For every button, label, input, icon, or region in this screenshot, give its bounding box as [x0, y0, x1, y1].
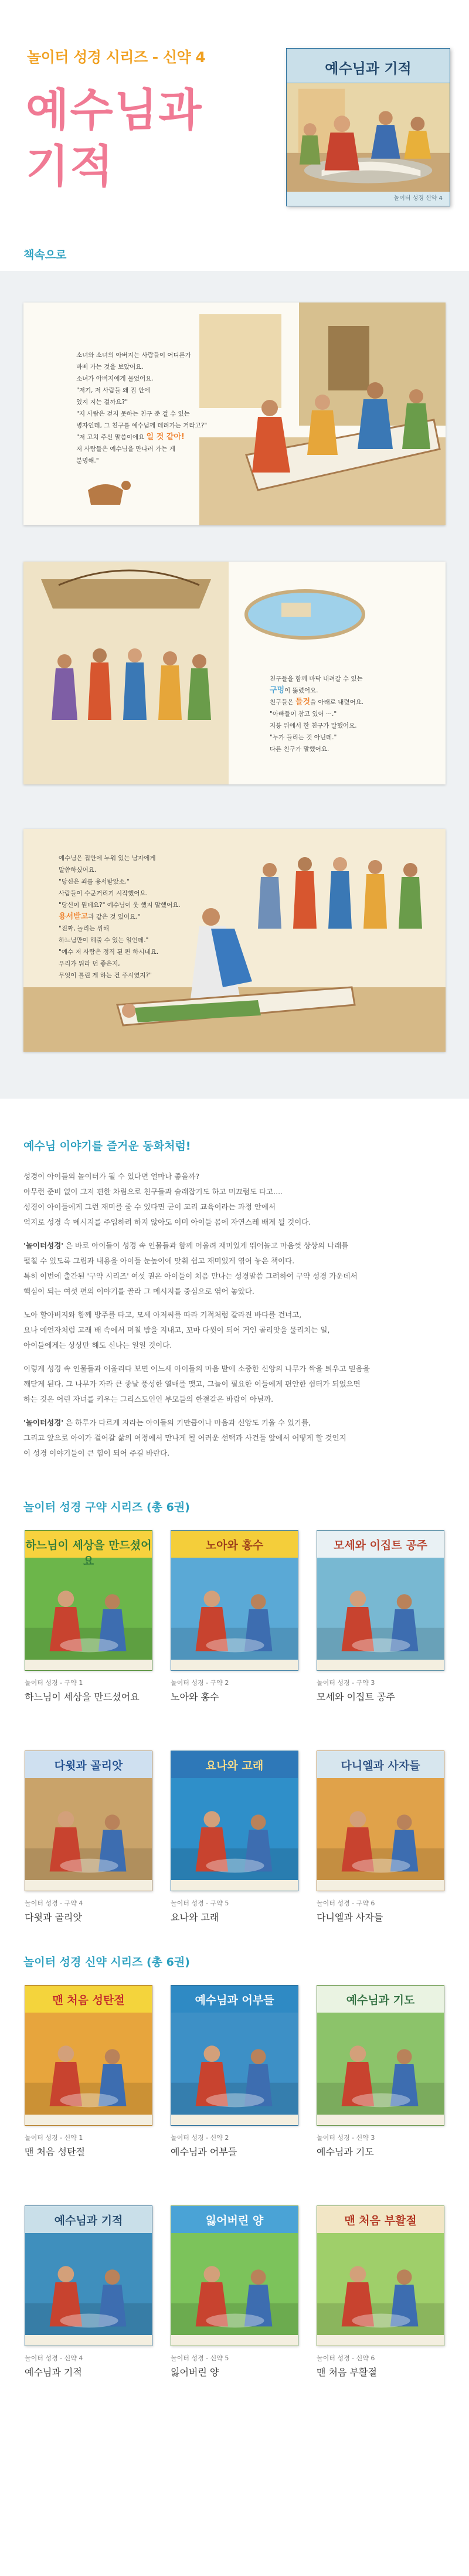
book-cover-footer [171, 1880, 298, 1891]
book-cover-illustration [171, 1558, 298, 1661]
book-cover-title: 다니엘과 사자들 [341, 1759, 420, 1772]
book-cover-footer [25, 1880, 152, 1891]
book-title[interactable]: 다윗과 골리앗 [25, 1912, 82, 1923]
book-series-label: 놀이터 성경 - 신약 5 [171, 2354, 229, 2362]
book-cover-illustration [317, 2233, 444, 2336]
book-series-label: 놀이터 성경 - 구약 4 [25, 1899, 83, 1907]
intro-paragraph-3: 노아 할아버지와 함께 방주를 타고, 모세 아저씨를 따라 기적처럼 갈라진 바다를 건너고, 요나 예언자처럼 고래 배 속에서 며칠 밤을 지내고, 꼬마 다윗이 되어 거인 골리앗을 물리치는 일, 아이들에게는 상상만 해도 신나는 일일 것이다. [23, 1310, 330, 1350]
book-card[interactable] [25, 1530, 152, 1713]
book-cover-title: 잃어버린 양 [205, 2214, 264, 2227]
book-series-label: 놀이터 성경 - 구약 2 [171, 1679, 229, 1687]
book-cover-image[interactable] [317, 1985, 444, 2126]
book-title[interactable]: 예수님과 기적 [25, 2367, 82, 2378]
intro-paragraph-1: 성경이 아이들의 놀이터가 될 수 있다면 얼마나 좋을까? 아무런 준비 없이 그저 편한 차림으로 친구들과 술래잡기도 하고 미끄럼도 타고.... 성경이 아이들에게 그런 재미를 줄 수 있다면 굳이 교리 교육이라는 과정 안에서 억지로 성경 속 메시지를 주입하려 하지 않아도 이미 아이들 몸에 자연스레 배게 될 것이다. [23, 1172, 311, 1226]
book-series-label: 놀이터 성경 - 신약 1 [25, 2134, 83, 2142]
book-series-label: 놀이터 성경 - 신약 2 [171, 2134, 229, 2142]
book-card[interactable] [25, 1751, 152, 1933]
book-cover-title: 노아와 홍수 [205, 1539, 264, 1552]
intro-paragraph-2-body: 은 바로 아이들이 성경 속 인물들과 함께 어울려 재미있게 뛰어놀고 마음껏 상상의 나래를 펼칠 수 있도록 그림과 내용을 아이들 눈높이에 맞춰 쉽고 재미있게 엮어 놓은 책이다. 특히 이번에 출간된 '구약 시리즈' 여섯 권은 아이들이 처음 만나는 성경말씀 그려하여 구약 성경 가운데서 핵심이 되는 여섯 편의 이야기를 골라 그 메시지를 중심으로 엮어 놓았다. [23, 1241, 358, 1296]
title-line-2: 기적 [26, 140, 114, 192]
series-label: 놀이터 성경 시리즈 - 신약 4 [27, 49, 206, 66]
book-cover-image[interactable] [317, 2205, 444, 2346]
book-cover-footer [171, 2335, 298, 2346]
book-card[interactable] [317, 2205, 444, 2388]
book-cover-illustration [171, 1778, 298, 1881]
book-series-label: 놀이터 성경 - 구약 1 [25, 1679, 83, 1687]
old-series-title: 놀이터 성경 구약 시리즈 (총 6권) [23, 1501, 190, 1514]
spread-2-highlight-2: 들것 [295, 698, 311, 706]
book-cover-title: 예수님과 기도 [346, 1994, 415, 2007]
book-cover-image [286, 48, 450, 206]
book-cover-image[interactable] [25, 1985, 152, 2126]
book-title[interactable]: 모세와 이집트 공주 [317, 1691, 395, 1702]
book-cover-illustration [317, 1778, 444, 1881]
book-title[interactable]: 노아와 홍수 [171, 1691, 219, 1702]
book-cover-illustration [25, 1778, 152, 1881]
cover-illustration [287, 83, 450, 193]
book-card[interactable] [317, 1530, 444, 1713]
title-line-1: 예수님과 [26, 84, 203, 136]
book-title[interactable]: 맨 처음 성탄절 [25, 2146, 85, 2157]
book-cover-image[interactable] [171, 2205, 298, 2346]
book-cover-illustration [317, 1558, 444, 1661]
book-title[interactable]: 예수님과 기도 [317, 2146, 374, 2157]
spread-3-highlight: 용서받고 [59, 912, 89, 921]
book-title[interactable]: 요나와 고래 [171, 1912, 219, 1923]
book-cover-image[interactable] [317, 1751, 444, 1891]
intro-paragraph-2-lead: '놀이터성경' [23, 1241, 64, 1250]
book-cover-footer [317, 1880, 444, 1891]
book-cover-image[interactable] [171, 1751, 298, 1891]
book-cover-illustration [25, 2233, 152, 2336]
hero-section [0, 0, 469, 223]
spread-2-body-2: 이 뚫렸어요. 친구들은 [270, 687, 318, 706]
intro-paragraph-5 [23, 1415, 446, 1461]
book-cover-image[interactable] [317, 1530, 444, 1671]
intro-paragraph-5-body: 은 하루가 다르게 자라는 아이들의 키만큼이나 마음과 신앙도 키울 수 있기를, 그리고 앞으로 아이가 걸어갈 삶의 여정에서 만나게 될 어려운 선택과 사건들 앞에서 어떻게 할 것인지 이 성경 이야기들이 큰 힘이 되어 주길 바란다. [23, 1418, 346, 1457]
book-cover-illustration [25, 1558, 152, 1661]
spread-3-body-2: 과 같은 것 있어요." "진짜, 놀리는 위해 하느님만이 해줄 수 있는 일인데." "예수 저 사람은 정직 된 편 하시네요. 우리가 뭐라 던 좋은지, 무엇이 틀린 게 하는 건 주시였지?" [59, 913, 159, 979]
book-cover-title: 예수님과 어부들 [195, 1994, 274, 2007]
book-cover-title: 하느님이 세상을 만드셨어요 [25, 1539, 152, 1568]
book-cover-image[interactable] [25, 1530, 152, 1671]
book-card[interactable] [25, 1985, 152, 2168]
inside-section-label: 책속으로 [23, 249, 67, 261]
book-card[interactable] [317, 1751, 444, 1933]
book-cover-illustration [25, 2013, 152, 2116]
book-cover-image[interactable] [25, 1751, 152, 1891]
spread-2-body-1: 친구들을 함께 바닥 내려갈 수 있는 [270, 675, 363, 682]
spread-2-highlight-1: 구멍 [270, 686, 285, 695]
new-series-title: 놀이터 성경 신약 시리즈 (총 6권) [23, 1956, 190, 1969]
book-cover-footer [317, 1660, 444, 1670]
book-cover-footer [171, 2115, 298, 2125]
book-cover-illustration [317, 2013, 444, 2116]
book-cover-title: 맨 처음 부활절 [344, 2214, 417, 2227]
spread-1-text [76, 349, 217, 467]
book-card[interactable] [171, 1530, 298, 1713]
book-title[interactable]: 다니엘과 사자들 [317, 1912, 383, 1923]
intro-paragraph-2 [23, 1238, 446, 1299]
intro-title: 예수님 이야기를 즐거운 동화처럼! [23, 1140, 191, 1153]
book-cover-title: 맨 처음 성탄절 [52, 1994, 125, 2007]
book-cover-illustration [171, 2013, 298, 2116]
cover-footer: 놀이터 성경 신약 4 [287, 192, 450, 206]
intro-paragraph-4: 이렇게 성경 속 인물들과 어울리다 보면 어느새 아이들의 마음 밭에 소중한 신앙의 나무가 싹을 틔우고 믿음을 깨닫게 된다. 그 나무가 자라 큰 좋날 풍성한 열매를 맺고, 그늘이 필요한 이들에게 편안한 쉼터가 되었으면 하는 것은 어린 자녀를 키우는 그리스도인인 부모들의 한결같은 바람이 아닐까. [23, 1364, 370, 1403]
spread-2-text [270, 673, 434, 755]
book-cover-footer [317, 2335, 444, 2346]
book-cover-title: 다윗과 골리앗 [54, 1759, 123, 1772]
spread-3-body-1: 예수님은 집안에 누워 있는 남자에게 말씀하셨어요. "당신은 죄를 용서받았소." 사람들이 수군거리기 시작했어요. "당신이 뭔데요?" 예수님이 웃 했지 말했어요. [59, 855, 181, 909]
inside-spread-2 [23, 562, 446, 784]
spread-1-highlight: 일 것 같아! [146, 433, 185, 441]
book-card[interactable] [171, 2205, 298, 2388]
book-series-label: 놀이터 성경 - 신약 4 [25, 2354, 83, 2362]
spread-1-body: 소녀와 소녀의 아버지는 사람들이 어디론가 바삐 가는 것을 보았어요. 소녀가 아버지에게 물었어요. "저기, 저 사람들 왜 집 안에 있지 지는 걸까요?" "저 사람은 걷지 못하는 친구 준 걸 수 있는 병자인데, 그 친구를 예수님께 데려가는 거라고?" "저 고치 주신 말씀이에요 [76, 352, 208, 441]
inside-spreads-panel [0, 271, 469, 1099]
book-series-label: 놀이터 성경 - 신약 6 [317, 2354, 375, 2362]
book-card[interactable] [317, 1985, 444, 2168]
book-title[interactable]: 잃어버린 양 [171, 2367, 219, 2378]
book-cover-footer [25, 2115, 152, 2125]
book-cover-footer [25, 2335, 152, 2346]
book-series-label: 놀이터 성경 - 구약 5 [171, 1899, 229, 1907]
book-cover-image[interactable] [171, 1530, 298, 1671]
book-card[interactable] [171, 1751, 298, 1933]
inside-spread-3 [23, 829, 446, 1052]
book-title[interactable]: 하느님이 세상을 만드셨어요 [25, 1691, 140, 1702]
book-cover-footer [171, 1660, 298, 1670]
book-card[interactable] [25, 2205, 152, 2388]
book-card[interactable] [171, 1985, 298, 2168]
spread-1-body-end: 저 사람들은 예수님을 만나러 가는 게 분명해." [76, 446, 175, 464]
book-cover-footer [25, 1660, 152, 1670]
book-series-label: 놀이터 성경 - 구약 3 [317, 1679, 375, 1687]
book-cover-footer [317, 2115, 444, 2125]
intro-paragraph-5-lead: '놀이터성경' [23, 1418, 64, 1427]
book-series-label: 놀이터 성경 - 신약 3 [317, 2134, 375, 2142]
book-series-label: 놀이터 성경 - 구약 6 [317, 1899, 375, 1907]
book-cover-title: 요나와 고래 [205, 1759, 264, 1772]
inside-spread-1 [23, 303, 446, 525]
page-title [26, 82, 203, 195]
spread-3-text [59, 852, 205, 981]
spread-2-body-3: 을 아래로 내렸어요. "아빠들이 참고 있어 ···." 지붕 위에서 한 친구가 말했어요. "누가 들리는 것 아닌데." 다른 친구가 말했어요. [270, 699, 364, 753]
book-cover-image[interactable] [171, 1985, 298, 2126]
book-cover-title: 모세와 이집트 공주 [333, 1539, 428, 1552]
cover-title: 예수님과 기적 [325, 60, 412, 77]
book-cover-image[interactable] [25, 2205, 152, 2346]
book-title[interactable]: 예수님과 어부들 [171, 2146, 237, 2157]
book-title[interactable]: 맨 처음 부활절 [317, 2367, 377, 2378]
book-cover-illustration [171, 2233, 298, 2336]
book-cover-title: 예수님과 기적 [54, 2214, 123, 2227]
